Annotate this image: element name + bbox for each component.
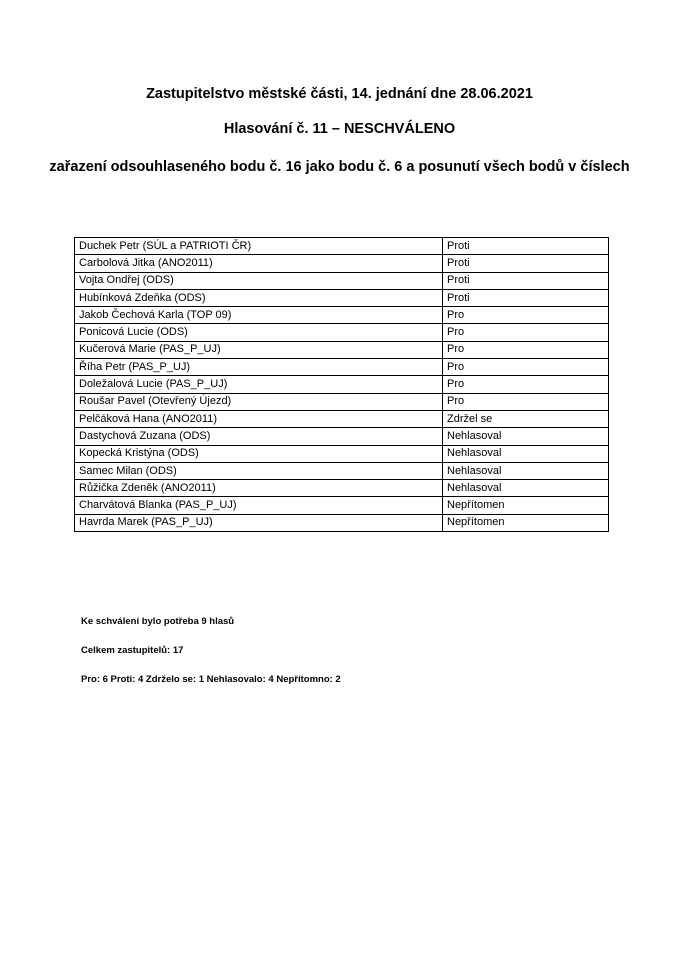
- member-vote: Zdržel se: [443, 410, 609, 427]
- table-row: [75, 238, 609, 255]
- member-name: Kopecká Kristýna (ODS): [75, 445, 443, 462]
- member-vote: Pro: [443, 393, 609, 410]
- table-row: [75, 480, 609, 497]
- member-name: Hubínková Zdeňka (ODS): [75, 289, 443, 306]
- member-vote: Nehlasoval: [443, 462, 609, 479]
- vote-title: Hlasování č. 11 – NESCHVÁLENO: [223, 121, 456, 137]
- member-name: Roušar Pavel (Otevřený Újezd): [75, 393, 443, 410]
- table-row: [75, 514, 609, 531]
- member-vote: Nehlasoval: [443, 428, 609, 445]
- member-name: Doležalová Lucie (PAS_P_UJ): [75, 376, 443, 393]
- member-vote: Nehlasoval: [443, 480, 609, 497]
- member-name: Říha Petr (PAS_P_UJ): [75, 359, 443, 376]
- member-vote: Nehlasoval: [443, 445, 609, 462]
- table-row: [75, 272, 609, 289]
- table-row: [75, 324, 609, 341]
- table-row: [75, 255, 609, 272]
- member-name: Jakob Čechová Karla (TOP 09): [75, 307, 443, 324]
- member-vote: Nepřítomen: [443, 497, 609, 514]
- table-row: [75, 410, 609, 427]
- table-row: [75, 393, 609, 410]
- member-vote: Proti: [443, 255, 609, 272]
- member-name: Havrda Marek (PAS_P_UJ): [75, 514, 443, 531]
- member-vote: Pro: [443, 307, 609, 324]
- member-name: Pelčáková Hana (ANO2011): [75, 410, 443, 427]
- table-row: [75, 428, 609, 445]
- member-name: Samec Milan (ODS): [75, 462, 443, 479]
- member-name: Kučerová Marie (PAS_P_UJ): [75, 341, 443, 358]
- vote-subject: zařazení odsouhlaseného bodu č. 16 jako bodu č. 6 a posunutí všech bodů v číslech: [49, 159, 630, 175]
- table-row: [75, 289, 609, 306]
- member-name: Carbolová Jitka (ANO2011): [75, 255, 443, 272]
- member-vote: Pro: [443, 341, 609, 358]
- member-name: Dastychová Zuzana (ODS): [75, 428, 443, 445]
- table-row: [75, 445, 609, 462]
- table-row: [75, 376, 609, 393]
- member-vote: Proti: [443, 238, 609, 255]
- document-title: Zastupitelstvo městské části, 14. jednání dne 28.06.2021: [146, 86, 533, 102]
- member-name: Vojta Ondřej (ODS): [75, 272, 443, 289]
- member-name: Ponicová Lucie (ODS): [75, 324, 443, 341]
- table-row: [75, 497, 609, 514]
- member-vote: Nepřítomen: [443, 514, 609, 531]
- required-votes-text: Ke schválení bylo potřeba 9 hlasů: [81, 616, 235, 627]
- table-row: [75, 359, 609, 376]
- member-vote: Pro: [443, 359, 609, 376]
- member-name: Růžička Zdeněk (ANO2011): [75, 480, 443, 497]
- member-vote: Proti: [443, 289, 609, 306]
- vote-counts-text: Pro: 6 Proti: 4 Zdrželo se: 1 Nehlasovalo: 4 Nepřítomno: 2: [81, 674, 341, 685]
- table-row: [75, 341, 609, 358]
- member-vote: Pro: [443, 376, 609, 393]
- table-row: [75, 307, 609, 324]
- member-vote: Pro: [443, 324, 609, 341]
- member-name: Charvátová Blanka (PAS_P_UJ): [75, 497, 443, 514]
- member-vote: Proti: [443, 272, 609, 289]
- member-name: Duchek Petr (SÚL a PATRIOTI ČR): [75, 238, 443, 255]
- table-row: [75, 462, 609, 479]
- total-members-text: Celkem zastupitelů: 17: [81, 645, 184, 656]
- vote-results-table: [74, 237, 609, 532]
